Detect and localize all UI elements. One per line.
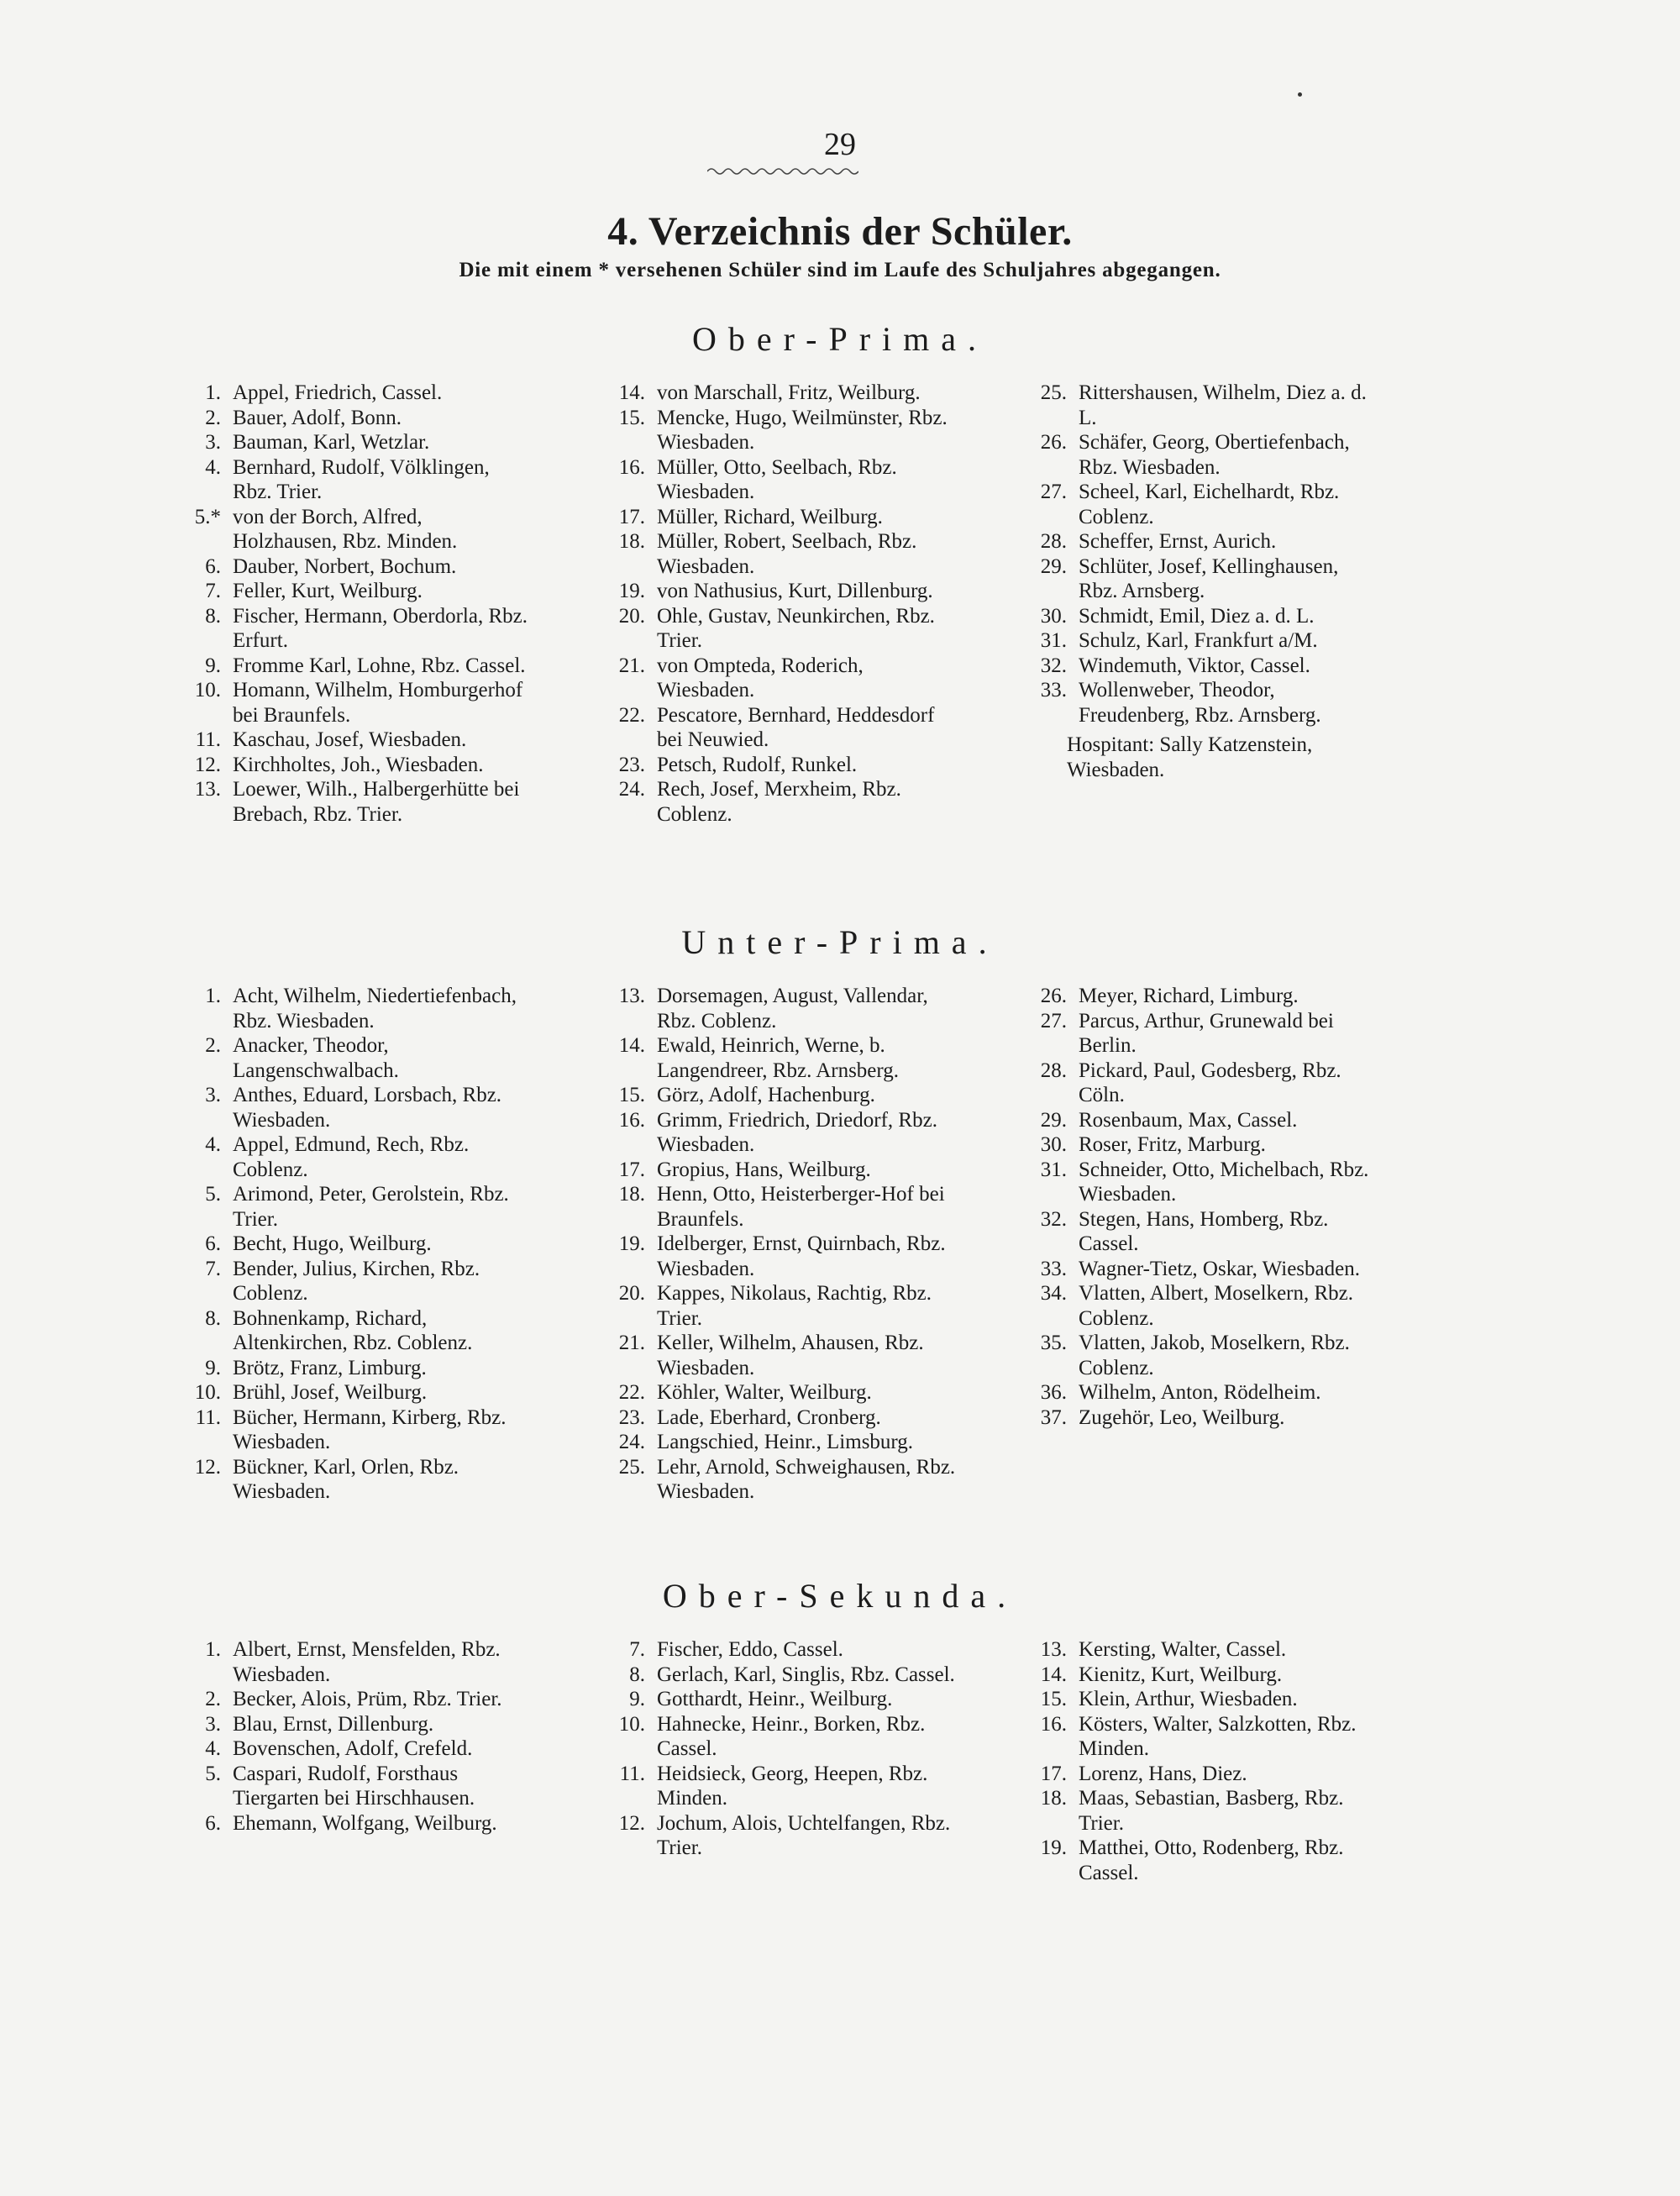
student-entry [1008, 554, 1378, 604]
student-number: 26. [1040, 431, 1067, 454]
student-entry [162, 455, 532, 505]
student-name-place: Gerlach, Karl, Singlis, Rbz. Cassel. [657, 1663, 955, 1686]
student-entry [586, 1108, 956, 1158]
student-number: 18. [618, 1183, 645, 1206]
student-name-place: Müller, Richard, Weilburg. [657, 505, 883, 528]
column-3 [1008, 381, 1378, 782]
student-name-place: Roser, Fritz, Marburg. [1079, 1133, 1266, 1156]
student-name-place: Köhler, Walter, Weilburg. [657, 1381, 872, 1404]
student-entry [586, 529, 956, 579]
student-entry [586, 1158, 956, 1183]
student-entry [162, 1182, 532, 1232]
student-number: 14. [618, 381, 645, 404]
student-entry [586, 406, 956, 455]
wavy-rule-ornament [707, 165, 858, 178]
student-name-place: Müller, Otto, Seelbach, Rbz. Wiesbaden. [657, 455, 897, 503]
student-name-place: Anthes, Eduard, Lorsbach, Rbz. Wiesbaden. [233, 1084, 502, 1132]
student-entry [586, 1712, 956, 1762]
student-name-place: Schmidt, Emil, Diez a. d. L. [1079, 604, 1315, 628]
student-number: 30. [1040, 1133, 1067, 1156]
student-name-place: Feller, Kurt, Weilburg. [233, 580, 423, 602]
student-entry [1008, 1786, 1378, 1836]
student-number: 10. [618, 1712, 645, 1736]
student-name-place: Kirchholtes, Joh., Wiesbaden. [233, 753, 484, 776]
student-number: 17. [618, 505, 645, 528]
student-entry [586, 1331, 956, 1380]
student-entry [1008, 1207, 1378, 1257]
student-name-place: Petsch, Rudolf, Runkel. [657, 753, 858, 776]
student-entry [1008, 1405, 1378, 1431]
student-name-place: Wagner-Tietz, Oskar, Wiesbaden. [1079, 1257, 1360, 1280]
student-entry [586, 1083, 956, 1108]
student-entry [586, 753, 956, 778]
student-name-place: Fischer, Hermann, Oberdorla, Rbz. Erfurt. [233, 604, 528, 652]
student-entry [162, 1712, 532, 1737]
student-entry [162, 1637, 532, 1687]
student-entry [586, 1455, 956, 1505]
student-number: 6. [205, 1811, 221, 1835]
student-number: 8. [629, 1663, 645, 1686]
student-number: 2. [205, 1034, 221, 1057]
student-entry [162, 381, 532, 406]
student-entry [1008, 1836, 1378, 1885]
student-entry [586, 1762, 956, 1811]
student-entry [162, 777, 532, 827]
student-entry [162, 1736, 532, 1762]
student-name-place: Bohnenkamp, Richard, Altenkirchen, Rbz. Coblenz. [233, 1306, 473, 1354]
ink-speck [1298, 92, 1302, 97]
student-name-place: Pescatore, Bernhard, Heddesdorf bei Neuwied. [657, 703, 935, 751]
student-name-place: Dauber, Norbert, Bochum. [233, 554, 457, 578]
student-entry [1008, 678, 1378, 728]
section-ober-prima [0, 319, 1680, 907]
student-entry [586, 604, 956, 654]
student-number: 1. [205, 381, 221, 404]
student-entry [1008, 1712, 1378, 1762]
student-entry [1008, 1281, 1378, 1331]
student-number: 24. [618, 778, 645, 801]
student-name-place: von Ompteda, Roderich, Wiesbaden. [657, 654, 864, 701]
student-name-place: Windemuth, Viktor, Cassel. [1079, 654, 1310, 677]
student-name-place: Ewald, Heinrich, Werne, b. Langendreer, Rbz. Arnsberg. [657, 1034, 900, 1082]
section-columns [0, 984, 1680, 1589]
student-number: 13. [618, 985, 645, 1007]
student-number: 33. [1040, 679, 1067, 701]
student-name-place: Becht, Hugo, Weilburg. [233, 1232, 432, 1255]
student-entry [162, 728, 532, 753]
student-entry [586, 381, 956, 406]
student-number: 19. [618, 580, 645, 602]
student-name-place: Acht, Wilhelm, Niedertiefenbach, Rbz. Wiesbaden. [233, 985, 517, 1032]
student-name-place: Vlatten, Albert, Moselkern, Rbz. Coblenz. [1079, 1282, 1354, 1330]
student-name-place: Vlatten, Jakob, Moselkern, Rbz. Coblenz. [1079, 1332, 1350, 1379]
student-number: 12. [194, 1455, 221, 1479]
student-name-place: Maas, Sebastian, Basberg, Rbz. Trier. [1079, 1787, 1344, 1835]
student-name-place: Gropius, Hans, Weilburg. [657, 1158, 871, 1181]
student-name-place: Hahnecke, Heinr., Borken, Rbz. Cassel. [657, 1712, 926, 1760]
student-number: 31. [1040, 629, 1067, 652]
column-3 [1008, 984, 1378, 1430]
student-number: 27. [1040, 481, 1067, 503]
student-entry [162, 1380, 532, 1405]
student-name-place: Bückner, Karl, Orlen, Rbz. Wiesbaden. [233, 1455, 459, 1503]
student-name-place: Fischer, Eddo, Cassel. [657, 1638, 843, 1661]
student-name-place: Ehemann, Wolfgang, Weilburg. [233, 1811, 497, 1835]
student-entry [162, 1811, 532, 1836]
student-number: 13. [194, 778, 221, 801]
student-entry [1008, 1687, 1378, 1712]
student-name-place: Lade, Eberhard, Cronberg. [657, 1405, 881, 1429]
student-entry [586, 505, 956, 530]
student-number: 28. [1040, 1059, 1067, 1082]
student-number: 34. [1040, 1282, 1067, 1305]
student-entry [586, 1663, 956, 1688]
student-entry [162, 579, 532, 604]
student-number: 3. [205, 431, 221, 454]
student-entry [162, 554, 532, 580]
student-number: 1. [205, 1638, 221, 1661]
student-name-place: Bernhard, Rudolf, Völklingen, Rbz. Trier. [233, 455, 490, 503]
student-number: 18. [1040, 1787, 1067, 1810]
student-name-place: von Nathusius, Kurt, Dillenburg. [657, 580, 933, 602]
student-name-place: Keller, Wilhelm, Ahausen, Rbz. Wiesbaden. [657, 1332, 924, 1379]
student-entry [1008, 1380, 1378, 1405]
student-number: 5. [205, 1762, 221, 1785]
student-entry [162, 1132, 532, 1182]
student-name-place: Kienitz, Kurt, Weilburg. [1079, 1663, 1283, 1686]
student-entry [586, 1687, 956, 1712]
student-name-place: Caspari, Rudolf, Forsthaus Tiergarten bei Hirschhausen. [233, 1762, 475, 1810]
student-number: 2. [205, 1688, 221, 1710]
hospitant-entry: Hospitant: Sally Katzenstein, Wiesbaden. [1067, 733, 1313, 781]
student-number: 15. [618, 406, 645, 429]
student-name-place: Langschied, Heinr., Limsburg. [657, 1431, 914, 1453]
student-entry [586, 777, 956, 827]
student-number: 27. [1040, 1009, 1067, 1032]
student-entry [586, 1430, 956, 1455]
student-name-place: Rittershausen, Wilhelm, Diez a. d. L. [1079, 381, 1367, 429]
student-name-place: Bücher, Hermann, Kirberg, Rbz. Wiesbaden. [233, 1405, 507, 1453]
student-number: 29. [1040, 1108, 1067, 1132]
student-number: 31. [1040, 1158, 1067, 1181]
column-1 [162, 381, 532, 827]
student-entry [1008, 381, 1378, 430]
student-name-place: Meyer, Richard, Limburg. [1079, 985, 1299, 1007]
student-number: 20. [618, 1282, 645, 1305]
student-name-place: Scheffer, Ernst, Aurich. [1079, 530, 1277, 553]
student-entry [1008, 628, 1378, 654]
section-columns [0, 381, 1680, 969]
student-name-place: Schneider, Otto, Michelbach, Rbz. Wiesbaden. [1079, 1158, 1369, 1206]
student-entry [162, 753, 532, 778]
student-name-place: Appel, Friedrich, Cassel. [233, 381, 443, 404]
student-name-place: Mencke, Hugo, Weilmünster, Rbz. Wiesbaden. [657, 406, 948, 454]
student-name-place: Kappes, Nikolaus, Rachtig, Rbz. Trier. [657, 1282, 932, 1330]
student-name-place: Bauer, Adolf, Bonn. [233, 406, 402, 429]
student-name-place: Arimond, Peter, Gerolstein, Rbz. Trier. [233, 1183, 509, 1231]
student-number: 14. [618, 1034, 645, 1057]
student-number: 37. [1040, 1405, 1067, 1429]
student-entry [1008, 984, 1378, 1009]
student-number: 36. [1040, 1381, 1067, 1404]
student-entry [1008, 1257, 1378, 1282]
student-entry [1008, 1158, 1378, 1207]
student-entry [162, 430, 532, 455]
student-entry [586, 1405, 956, 1431]
student-number: 35. [1040, 1332, 1067, 1354]
student-name-place: von Marschall, Fritz, Weilburg. [657, 381, 921, 404]
student-name-place: Bauman, Karl, Wetzlar. [233, 431, 430, 454]
student-number: 1. [205, 985, 221, 1007]
student-entry [586, 1281, 956, 1331]
student-number: 25. [618, 1455, 645, 1479]
student-entry [586, 1637, 956, 1663]
student-name-place: Wilhelm, Anton, Rödelheim. [1079, 1381, 1321, 1404]
student-entry [1008, 430, 1378, 480]
student-name-place: Idelberger, Ernst, Quirnbach, Rbz. Wiesbaden. [657, 1232, 946, 1280]
student-entry [162, 1356, 532, 1381]
student-entry [1008, 604, 1378, 629]
student-entry [162, 678, 532, 728]
student-number: 33. [1040, 1257, 1067, 1280]
student-entry [586, 1033, 956, 1083]
student-entry [586, 1380, 956, 1405]
student-entry [162, 1455, 532, 1505]
student-number: 12. [194, 753, 221, 776]
student-name-place: Bovenschen, Adolf, Crefeld. [233, 1737, 473, 1760]
student-number: 23. [618, 1405, 645, 1429]
student-number: 30. [1040, 604, 1067, 628]
student-number: 18. [618, 530, 645, 553]
student-entry [162, 1687, 532, 1712]
student-entry [586, 1811, 956, 1861]
student-name-place: Schlüter, Josef, Kellinghausen, Rbz. Arnsberg. [1079, 554, 1339, 602]
student-name-place: Kösters, Walter, Salzkotten, Rbz. Minden. [1079, 1712, 1357, 1760]
student-number: 10. [194, 1381, 221, 1404]
student-number: 5.* [194, 505, 221, 528]
student-number: 21. [618, 1332, 645, 1354]
student-number: 4. [205, 1737, 221, 1760]
student-entry [1008, 1663, 1378, 1688]
section-unter-prima [0, 922, 1680, 1527]
student-entry [586, 1232, 956, 1281]
student-entry [586, 1182, 956, 1232]
student-name-place: Pickard, Paul, Godesberg, Rbz. Cöln. [1079, 1059, 1341, 1106]
student-number: 21. [618, 654, 645, 677]
student-name-place: Schäfer, Georg, Obertiefenbach, Rbz. Wiesbaden. [1079, 431, 1350, 479]
student-number: 4. [205, 1133, 221, 1156]
student-name-place: Stegen, Hans, Homberg, Rbz. Cassel. [1079, 1207, 1329, 1255]
student-number: 22. [618, 703, 645, 727]
column-3 [1008, 1637, 1378, 1885]
student-number: 6. [205, 554, 221, 578]
section-ober-sekunda [0, 1576, 1680, 1946]
student-name-place: Brühl, Josef, Weilburg. [233, 1381, 428, 1404]
student-entry [162, 1033, 532, 1083]
section-heading: Ober-Sekunda. [662, 1577, 1018, 1615]
student-number: 8. [205, 604, 221, 628]
student-name-place: Klein, Arthur, Wiesbaden. [1079, 1688, 1298, 1710]
student-number: 6. [205, 1232, 221, 1255]
student-number: 9. [205, 654, 221, 677]
student-entry [162, 1083, 532, 1132]
column-2 [586, 1637, 956, 1861]
student-entry [586, 703, 956, 753]
student-entry [586, 984, 956, 1033]
student-number: 16. [1040, 1712, 1067, 1736]
student-number: 19. [618, 1232, 645, 1255]
page-title: 4. Verzeichnis der Schüler. [607, 209, 1073, 254]
student-number: 7. [629, 1638, 645, 1661]
student-name-place: Heidsieck, Georg, Heepen, Rbz. Minden. [657, 1762, 928, 1810]
student-name-place: Ohle, Gustav, Neunkirchen, Rbz. Trier. [657, 604, 935, 652]
section-heading: Ober-Prima. [691, 320, 989, 358]
student-entry [1008, 529, 1378, 554]
student-name-place: Gotthardt, Heinr., Weilburg. [657, 1688, 893, 1710]
student-name-place: Lorenz, Hans, Diez. [1079, 1762, 1247, 1785]
column-1 [162, 1637, 532, 1836]
student-name-place: Schulz, Karl, Frankfurt a/M. [1079, 629, 1318, 652]
student-name-place: Müller, Robert, Seelbach, Rbz. Wiesbaden. [657, 530, 917, 578]
student-number: 17. [1040, 1762, 1067, 1785]
student-number: 26. [1040, 985, 1067, 1007]
student-number: 11. [619, 1762, 645, 1785]
student-name-place: Bender, Julius, Kirchen, Rbz. Coblenz. [233, 1257, 480, 1305]
student-name-place: Becker, Alois, Prüm, Rbz. Trier. [233, 1688, 502, 1710]
student-name-place: Blau, Ernst, Dillenburg. [233, 1712, 434, 1736]
student-entry [1008, 1059, 1378, 1108]
student-number: 15. [618, 1084, 645, 1106]
student-name-place: Kersting, Walter, Cassel. [1079, 1638, 1287, 1661]
student-name-place: Wollenweber, Theodor, Freudenberg, Rbz. Arnsberg. [1079, 679, 1321, 727]
student-entry [162, 1306, 532, 1356]
student-name-place: Jochum, Alois, Uchtelfangen, Rbz. Trier. [657, 1811, 951, 1859]
student-entry [162, 1257, 532, 1306]
student-name-place: Brötz, Franz, Limburg. [233, 1356, 427, 1379]
student-name-place: Dorsemagen, August, Vallendar, Rbz. Coblenz. [657, 985, 928, 1032]
student-entry [1008, 1009, 1378, 1059]
student-entry [162, 1762, 532, 1811]
student-number: 8. [205, 1306, 221, 1330]
student-name-place: Appel, Edmund, Rech, Rbz. Coblenz. [233, 1133, 470, 1181]
student-number: 16. [618, 455, 645, 479]
student-number: 17. [618, 1158, 645, 1181]
student-entry [586, 579, 956, 604]
student-name-place: Görz, Adolf, Hachenburg. [657, 1084, 875, 1106]
student-number: 3. [205, 1084, 221, 1106]
student-number: 32. [1040, 1207, 1067, 1231]
student-entry [1008, 654, 1378, 679]
student-name-place: Loewer, Wilh., Halbergerhütte bei Brebach, Rbz. Trier. [233, 778, 520, 826]
student-number: 7. [205, 580, 221, 602]
column-2 [586, 984, 956, 1505]
student-number: 20. [618, 604, 645, 628]
section-columns [0, 1637, 1680, 2007]
student-number: 19. [1040, 1836, 1067, 1859]
student-number: 9. [205, 1356, 221, 1379]
student-entry [1008, 1637, 1378, 1663]
student-number: 10. [194, 679, 221, 701]
student-number: 16. [618, 1108, 645, 1132]
student-number: 15. [1040, 1688, 1067, 1710]
student-entry [1008, 1108, 1378, 1133]
student-entry [586, 455, 956, 505]
student-number: 4. [205, 455, 221, 479]
student-name-place: Matthei, Otto, Rodenberg, Rbz. Cassel. [1079, 1836, 1344, 1884]
student-name-place: von der Borch, Alfred, Holzhausen, Rbz. Minden. [233, 505, 458, 553]
student-number: 12. [618, 1811, 645, 1835]
student-entry [162, 654, 532, 679]
student-name-place: Rosenbaum, Max, Cassel. [1079, 1108, 1298, 1132]
student-number: 25. [1040, 381, 1067, 404]
student-name-place: Anacker, Theodor, Langenschwalbach. [233, 1034, 399, 1082]
student-name-place: Lehr, Arnold, Schweighausen, Rbz. Wiesbaden. [657, 1455, 956, 1503]
student-name-place: Grimm, Friedrich, Driedorf, Rbz. Wiesbaden. [657, 1108, 937, 1156]
student-number: 24. [618, 1431, 645, 1453]
student-number: 22. [618, 1381, 645, 1404]
abgang-note: Die mit einem * versehenen Schüler sind im Laufe des Schuljahres abgegangen. [459, 259, 1221, 281]
student-number: 9. [629, 1688, 645, 1710]
student-entry [1008, 1762, 1378, 1787]
student-name-place: Rech, Josef, Merxheim, Rbz. Coblenz. [657, 778, 901, 826]
student-name-place: Fromme Karl, Lohne, Rbz. Cassel. [233, 654, 526, 677]
student-number: 32. [1040, 654, 1067, 677]
student-number: 28. [1040, 530, 1067, 553]
student-name-place: Zugehör, Leo, Weilburg. [1079, 1405, 1285, 1429]
student-number: 23. [618, 753, 645, 776]
student-entry [162, 984, 532, 1033]
column-1 [162, 984, 532, 1505]
student-name-place: Scheel, Karl, Eichelhardt, Rbz. Coblenz. [1079, 481, 1340, 528]
student-number: 2. [205, 406, 221, 429]
student-number: 11. [195, 728, 221, 751]
student-number: 7. [205, 1257, 221, 1280]
student-name-place: Kaschau, Josef, Wiesbaden. [233, 728, 467, 751]
section-heading: Unter-Prima. [681, 923, 999, 961]
page-number: 29 [824, 127, 856, 162]
student-number: 14. [1040, 1663, 1067, 1686]
student-number: 13. [1040, 1638, 1067, 1661]
student-entry [586, 654, 956, 703]
student-entry [162, 1405, 532, 1455]
student-number: 5. [205, 1183, 221, 1206]
student-number: 11. [195, 1405, 221, 1429]
student-entry [162, 505, 532, 554]
student-name-place: Henn, Otto, Heisterberger-Hof bei Braunfels. [657, 1183, 945, 1231]
student-entry [162, 406, 532, 431]
student-entry [1008, 1132, 1378, 1158]
student-entry [1008, 480, 1378, 529]
student-entry [162, 604, 532, 654]
student-number: 3. [205, 1712, 221, 1736]
student-name-place: Albert, Ernst, Mensfelden, Rbz. Wiesbaden. [233, 1638, 501, 1686]
student-name-place: Homann, Wilhelm, Homburgerhof bei Braunfels. [233, 679, 523, 727]
student-name-place: Parcus, Arthur, Grunewald bei Berlin. [1079, 1009, 1334, 1057]
column-2 [586, 381, 956, 827]
student-entry [1008, 1331, 1378, 1380]
student-number: 29. [1040, 554, 1067, 578]
student-entry [162, 1232, 532, 1257]
